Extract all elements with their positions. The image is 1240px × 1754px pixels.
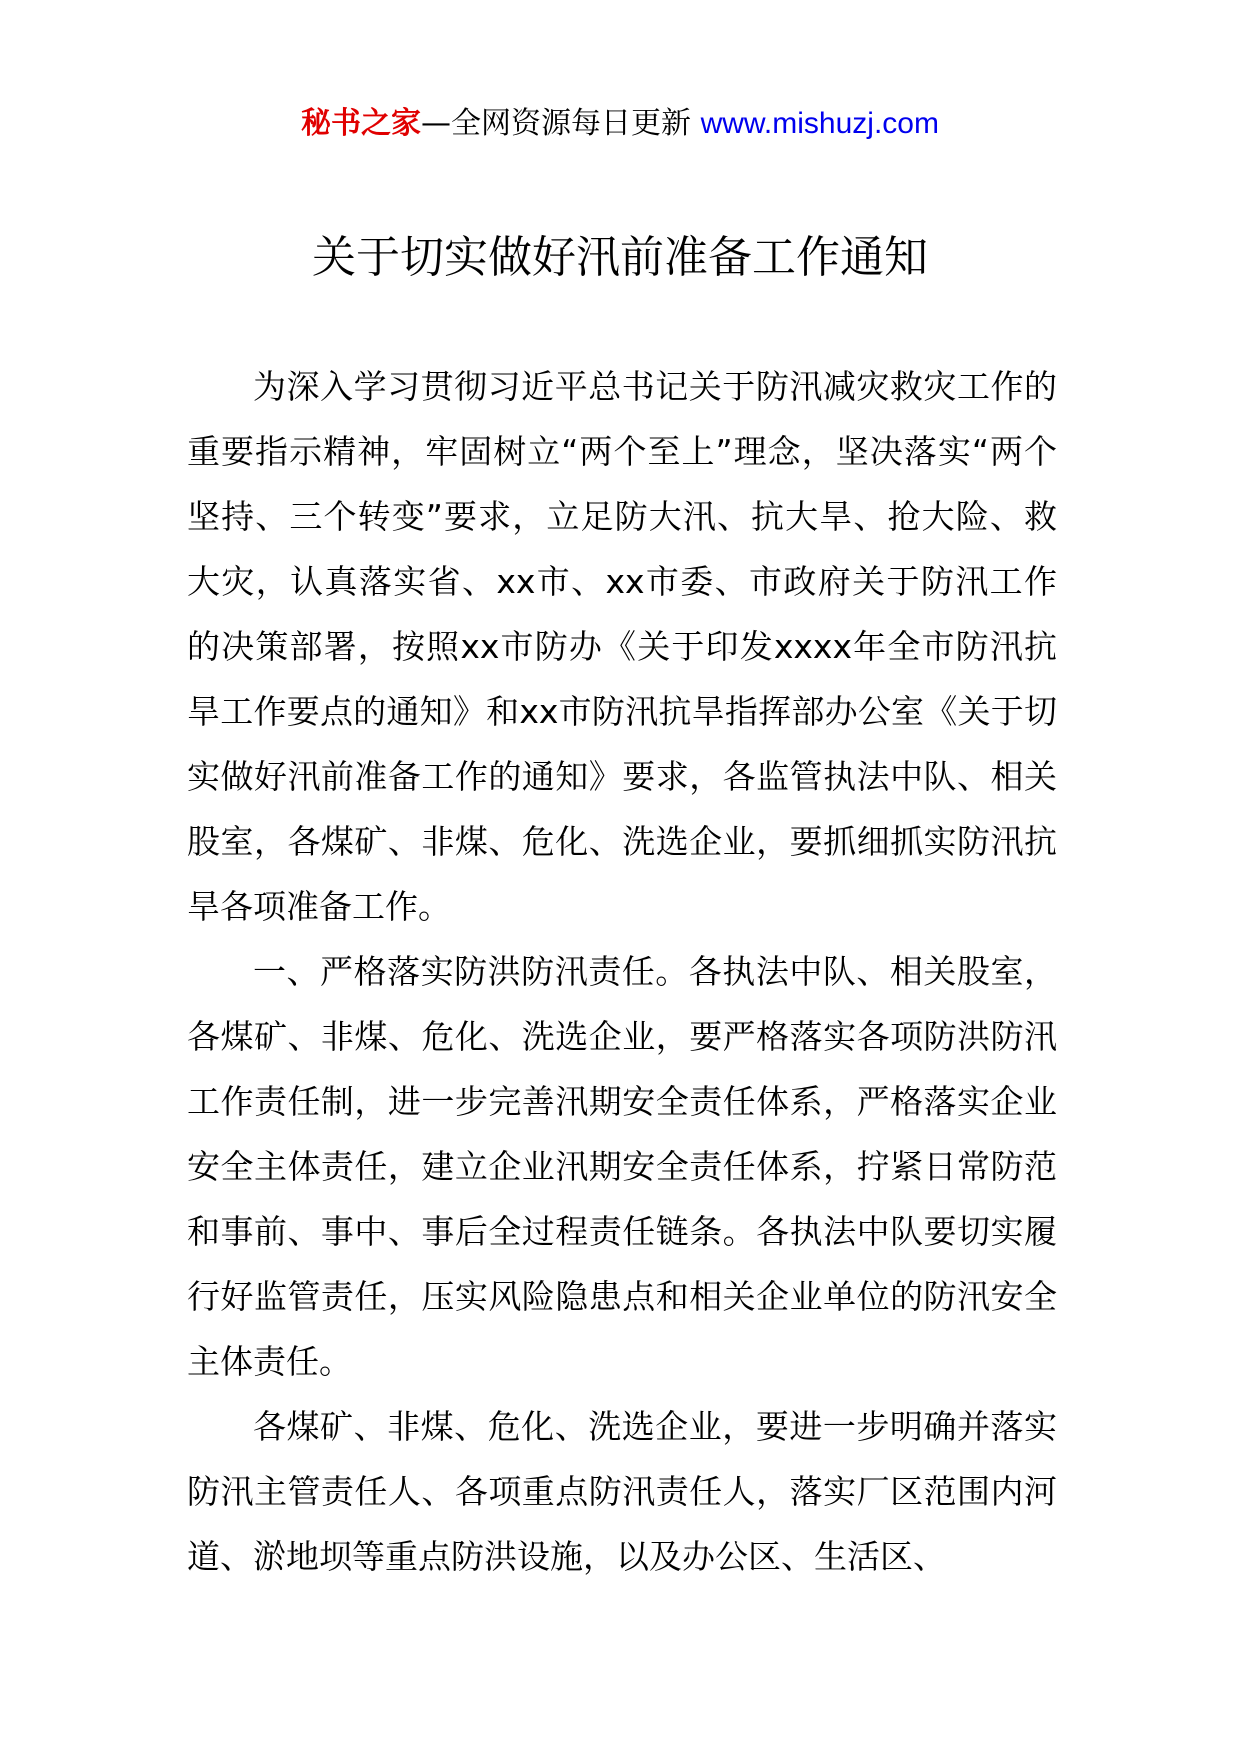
- site-tagline: —全网资源每日更新: [421, 106, 701, 141]
- document-body: [187, 354, 1057, 1589]
- site-url-link[interactable]: www.mishuzj.com: [700, 107, 939, 140]
- site-header: [0, 100, 1240, 148]
- paragraph-2: 一、严格落实防洪防汛责任。各执法中队、相关股室，各煤矿、非煤、危化、洗选企业，要严格落实各项防洪防汛工作责任制，进一步完善汛期安全责任体系，严格落实企业安全主体责任，建立企业汛期安全责任体系，拧紧日常防范和事前、事中、事后全过程责任链条。各执法中队要切实履行好监管责任，压实风险隐患点和相关企业单位的防汛安全主体责任。: [187, 952, 1057, 1381]
- document-title: 关于切实做好汛前准备工作通知: [312, 232, 928, 283]
- paragraph-1: 为深入学习贯彻习近平总书记关于防汛减灾救灾工作的重要指示精神，牢固树立“两个至上”理念，坚决落实“两个坚持、三个转变”要求，立足防大汛、抗大旱、抢大险、救大灾，认真落实省、xx市、xx市委、市政府关于防汛工作的决策部署，按照xx市防办《关于印发xxxx年全市防汛抗旱工作要点的通知》和xx市防汛抗旱指挥部办公室《关于切实做好汛前准备工作的通知》要求，各监管执法中队、相关股室，各煤矿、非煤、危化、洗选企业，要抓细抓实防汛抗旱各项准备工作。: [187, 367, 1057, 926]
- site-brand: 秘书之家: [301, 106, 422, 141]
- paragraph-3: 各煤矿、非煤、危化、洗选企业，要进一步明确并落实防汛主管责任人、各项重点防汛责任人，落实厂区范围内河道、淤地坝等重点防洪设施，以及办公区、生活区、: [187, 1407, 1057, 1576]
